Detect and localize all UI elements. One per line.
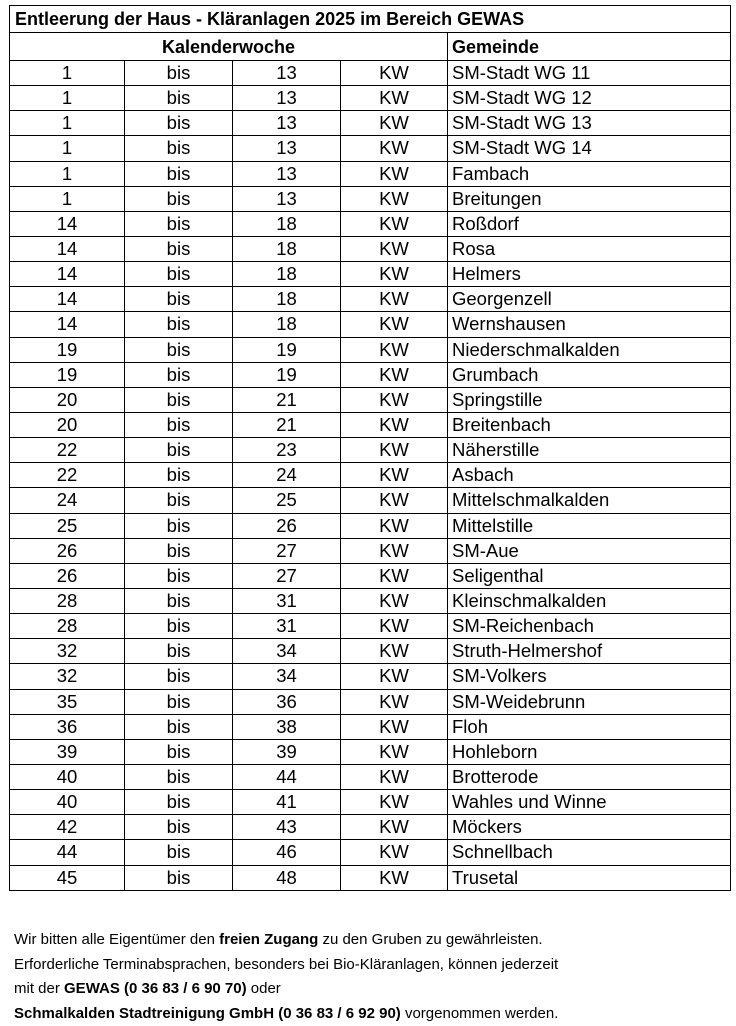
table-row [10, 588, 731, 613]
gemeinde-name: SM-Reichenbach [448, 614, 731, 639]
kw-label: KW [341, 488, 448, 513]
week-from: 42 [10, 815, 125, 840]
week-from: 40 [10, 790, 125, 815]
gemeinde-name: Hohleborn [448, 739, 731, 764]
bis-label: bis [125, 337, 233, 362]
week-to: 25 [233, 488, 341, 513]
week-from: 32 [10, 639, 125, 664]
kw-label: KW [341, 588, 448, 613]
bis-label: bis [125, 790, 233, 815]
gemeinde-name: Floh [448, 714, 731, 739]
gemeinde-name: Niederschmalkalden [448, 337, 731, 362]
week-from: 1 [10, 161, 125, 186]
bis-label: bis [125, 412, 233, 437]
bis-label: bis [125, 438, 233, 463]
gemeinde-name: SM-Stadt WG 13 [448, 111, 731, 136]
week-to: 13 [233, 86, 341, 111]
gemeinde-name: Schnellbach [448, 840, 731, 865]
bis-label: bis [125, 538, 233, 563]
bis-label: bis [125, 664, 233, 689]
table-row [10, 287, 731, 312]
bis-label: bis [125, 111, 233, 136]
bis-label: bis [125, 815, 233, 840]
week-from: 39 [10, 739, 125, 764]
week-from: 28 [10, 614, 125, 639]
footer-text: Wir bitten alle Eigentümer den [14, 931, 219, 948]
gemeinde-name: Fambach [448, 161, 731, 186]
footer-text: mit der [14, 980, 64, 997]
week-to: 18 [233, 262, 341, 287]
week-to: 39 [233, 739, 341, 764]
week-to: 18 [233, 287, 341, 312]
gemeinde-name: Helmers [448, 262, 731, 287]
bis-label: bis [125, 463, 233, 488]
week-from: 45 [10, 865, 125, 890]
kw-label: KW [341, 865, 448, 890]
table-row [10, 412, 731, 437]
week-from: 25 [10, 513, 125, 538]
week-to: 21 [233, 387, 341, 412]
table-row [10, 61, 731, 86]
week-to: 13 [233, 61, 341, 86]
table-row [10, 865, 731, 890]
kw-label: KW [341, 362, 448, 387]
gemeinde-name: Näherstille [448, 438, 731, 463]
kw-label: KW [341, 111, 448, 136]
kw-label: KW [341, 538, 448, 563]
header-row [10, 33, 731, 61]
week-to: 13 [233, 186, 341, 211]
table-row [10, 86, 731, 111]
bis-label: bis [125, 362, 233, 387]
week-from: 1 [10, 86, 125, 111]
kw-label: KW [341, 211, 448, 236]
table-row [10, 790, 731, 815]
kw-label: KW [341, 61, 448, 86]
footer-text: vorgenommen werden. [401, 1005, 559, 1022]
week-from: 20 [10, 412, 125, 437]
week-from: 14 [10, 287, 125, 312]
title-row [10, 6, 731, 33]
bis-label: bis [125, 614, 233, 639]
week-from: 40 [10, 764, 125, 789]
week-to: 19 [233, 337, 341, 362]
header-kalenderwoche: Kalenderwoche [10, 33, 448, 61]
footer-line-3 [14, 977, 730, 1002]
kw-label: KW [341, 287, 448, 312]
kw-label: KW [341, 614, 448, 639]
gemeinde-name: Breitungen [448, 186, 731, 211]
table-row [10, 438, 731, 463]
gemeinde-name: Brotterode [448, 764, 731, 789]
footer-text: zu den Gruben zu gewährleisten. [318, 931, 542, 948]
table-row [10, 614, 731, 639]
week-from: 14 [10, 262, 125, 287]
bis-label: bis [125, 61, 233, 86]
week-to: 36 [233, 689, 341, 714]
bis-label: bis [125, 714, 233, 739]
kw-label: KW [341, 790, 448, 815]
week-to: 34 [233, 639, 341, 664]
table-row [10, 161, 731, 186]
kw-label: KW [341, 513, 448, 538]
week-to: 27 [233, 538, 341, 563]
table-row [10, 538, 731, 563]
table-row [10, 136, 731, 161]
footer-text: oder [247, 980, 281, 997]
gemeinde-name: Möckers [448, 815, 731, 840]
week-to: 26 [233, 513, 341, 538]
week-to: 21 [233, 412, 341, 437]
kw-label: KW [341, 136, 448, 161]
gemeinde-name: SM-Stadt WG 12 [448, 86, 731, 111]
bis-label: bis [125, 161, 233, 186]
table-row [10, 186, 731, 211]
footer-note [14, 928, 730, 1026]
page-title: Entleerung der Haus - Kläranlagen 2025 im Bereich GEWAS [10, 6, 731, 33]
table-row [10, 362, 731, 387]
week-to: 18 [233, 211, 341, 236]
gemeinde-name: Breitenbach [448, 412, 731, 437]
week-to: 31 [233, 588, 341, 613]
kw-label: KW [341, 312, 448, 337]
week-from: 24 [10, 488, 125, 513]
week-to: 46 [233, 840, 341, 865]
header-gemeinde: Gemeinde [448, 33, 731, 61]
table-row [10, 463, 731, 488]
gemeinde-name: Grumbach [448, 362, 731, 387]
stadtreinigung-contact: Schmalkalden Stadtreinigung GmbH (0 36 83 / 6 92 90) [14, 1005, 401, 1022]
week-to: 43 [233, 815, 341, 840]
table-row [10, 236, 731, 261]
bis-label: bis [125, 387, 233, 412]
week-from: 1 [10, 61, 125, 86]
kw-label: KW [341, 337, 448, 362]
footer-line-4 [14, 1002, 730, 1026]
schedule-table [9, 5, 731, 891]
gemeinde-name: Kleinschmalkalden [448, 588, 731, 613]
gemeinde-name: Mittelschmalkalden [448, 488, 731, 513]
kw-label: KW [341, 463, 448, 488]
week-from: 14 [10, 312, 125, 337]
kw-label: KW [341, 840, 448, 865]
week-to: 38 [233, 714, 341, 739]
week-to: 41 [233, 790, 341, 815]
bis-label: bis [125, 588, 233, 613]
week-from: 1 [10, 111, 125, 136]
bis-label: bis [125, 186, 233, 211]
week-from: 14 [10, 236, 125, 261]
footer-emphasis: freien Zugang [219, 931, 318, 948]
gemeinde-name: Mittelstille [448, 513, 731, 538]
gemeinde-name: Rosa [448, 236, 731, 261]
gemeinde-name: Asbach [448, 463, 731, 488]
bis-label: bis [125, 513, 233, 538]
kw-label: KW [341, 689, 448, 714]
table-row [10, 815, 731, 840]
bis-label: bis [125, 236, 233, 261]
week-to: 13 [233, 161, 341, 186]
table-row [10, 513, 731, 538]
kw-label: KW [341, 764, 448, 789]
week-to: 13 [233, 136, 341, 161]
bis-label: bis [125, 488, 233, 513]
table-row [10, 262, 731, 287]
table-row [10, 211, 731, 236]
week-from: 14 [10, 211, 125, 236]
bis-label: bis [125, 764, 233, 789]
week-to: 48 [233, 865, 341, 890]
gemeinde-name: Struth-Helmershof [448, 639, 731, 664]
bis-label: bis [125, 262, 233, 287]
gemeinde-name: Seligenthal [448, 563, 731, 588]
kw-label: KW [341, 815, 448, 840]
table-row [10, 337, 731, 362]
kw-label: KW [341, 563, 448, 588]
gemeinde-name: SM-Weidebrunn [448, 689, 731, 714]
kw-label: KW [341, 236, 448, 261]
table-row [10, 739, 731, 764]
week-to: 18 [233, 312, 341, 337]
bis-label: bis [125, 312, 233, 337]
bis-label: bis [125, 136, 233, 161]
table-row [10, 488, 731, 513]
bis-label: bis [125, 739, 233, 764]
table-row [10, 714, 731, 739]
week-from: 1 [10, 136, 125, 161]
kw-label: KW [341, 438, 448, 463]
kw-label: KW [341, 739, 448, 764]
gemeinde-name: Springstille [448, 387, 731, 412]
week-from: 22 [10, 438, 125, 463]
bis-label: bis [125, 865, 233, 890]
kw-label: KW [341, 186, 448, 211]
gemeinde-name: SM-Stadt WG 14 [448, 136, 731, 161]
week-to: 24 [233, 463, 341, 488]
week-from: 19 [10, 337, 125, 362]
table-row [10, 840, 731, 865]
week-from: 28 [10, 588, 125, 613]
table-row [10, 563, 731, 588]
schedule-sheet [9, 5, 730, 891]
kw-label: KW [341, 714, 448, 739]
week-to: 19 [233, 362, 341, 387]
kw-label: KW [341, 387, 448, 412]
bis-label: bis [125, 86, 233, 111]
table-row [10, 664, 731, 689]
footer-line-2: Erforderliche Terminabsprachen, besonders bei Bio-Kläranlagen, können jederzeit [14, 953, 730, 978]
bis-label: bis [125, 639, 233, 664]
gemeinde-name: SM-Aue [448, 538, 731, 563]
table-row [10, 689, 731, 714]
bis-label: bis [125, 287, 233, 312]
gemeinde-name: Georgenzell [448, 287, 731, 312]
gemeinde-name: Roßdorf [448, 211, 731, 236]
kw-label: KW [341, 262, 448, 287]
table-row [10, 312, 731, 337]
gemeinde-name: Wahles und Winne [448, 790, 731, 815]
table-row [10, 639, 731, 664]
kw-label: KW [341, 664, 448, 689]
bis-label: bis [125, 840, 233, 865]
kw-label: KW [341, 412, 448, 437]
table-row [10, 764, 731, 789]
table-row [10, 387, 731, 412]
week-from: 26 [10, 563, 125, 588]
bis-label: bis [125, 689, 233, 714]
week-from: 44 [10, 840, 125, 865]
gemeinde-name: Trusetal [448, 865, 731, 890]
week-from: 20 [10, 387, 125, 412]
week-from: 35 [10, 689, 125, 714]
week-to: 34 [233, 664, 341, 689]
week-from: 19 [10, 362, 125, 387]
gemeinde-name: Wernshausen [448, 312, 731, 337]
footer-line-1 [14, 928, 730, 953]
bis-label: bis [125, 563, 233, 588]
week-to: 23 [233, 438, 341, 463]
week-from: 1 [10, 186, 125, 211]
week-from: 36 [10, 714, 125, 739]
week-to: 27 [233, 563, 341, 588]
kw-label: KW [341, 86, 448, 111]
week-from: 22 [10, 463, 125, 488]
week-to: 18 [233, 236, 341, 261]
week-to: 44 [233, 764, 341, 789]
week-from: 32 [10, 664, 125, 689]
week-to: 31 [233, 614, 341, 639]
kw-label: KW [341, 639, 448, 664]
week-to: 13 [233, 111, 341, 136]
gemeinde-name: SM-Volkers [448, 664, 731, 689]
bis-label: bis [125, 211, 233, 236]
gewas-contact: GEWAS (0 36 83 / 6 90 70) [64, 980, 247, 997]
gemeinde-name: SM-Stadt WG 11 [448, 61, 731, 86]
kw-label: KW [341, 161, 448, 186]
week-from: 26 [10, 538, 125, 563]
table-row [10, 111, 731, 136]
